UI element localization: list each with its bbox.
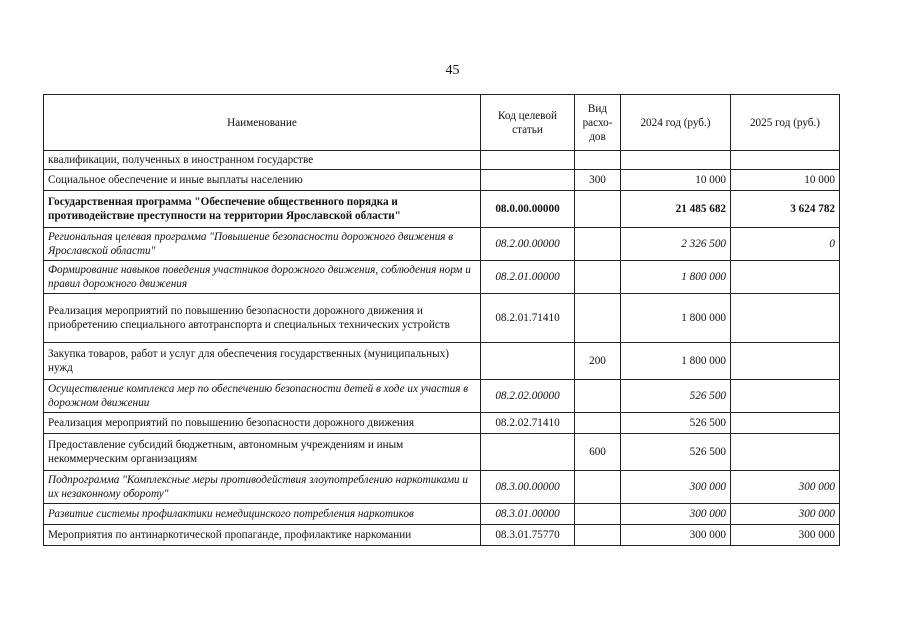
page-number: 45 (445, 63, 460, 78)
table-row (44, 413, 840, 434)
table-row (44, 294, 840, 343)
row-2025: 300 000 (731, 471, 840, 504)
table-row (44, 434, 840, 471)
row-kind (575, 261, 621, 294)
row-2025: 0 (731, 228, 840, 261)
row-name: Государственная программа "Обеспечение общественного порядка и противодействие преступности на территории Ярославской области" (44, 191, 481, 228)
header-2025: 2025 год (руб.) (731, 95, 840, 151)
row-name: Мероприятия по антинаркотической пропаганде, профилактике наркомании (44, 525, 481, 546)
row-name: Региональная целевая программа "Повышение безопасности дорожного движения в Ярославской области" (44, 228, 481, 261)
row-code: 08.2.02.00000 (481, 380, 575, 413)
table-row (44, 261, 840, 294)
row-2025 (731, 343, 840, 380)
row-code: 08.2.01.00000 (481, 261, 575, 294)
row-code (481, 343, 575, 380)
row-name: Социальное обеспечение и иные выплаты населению (44, 170, 481, 191)
row-2024: 526 500 (621, 434, 731, 471)
row-kind (575, 151, 621, 170)
row-2024: 300 000 (621, 525, 731, 546)
row-kind (575, 525, 621, 546)
row-code (481, 151, 575, 170)
table-row (44, 380, 840, 413)
row-name: Реализация мероприятий по повышению безопасности дорожного движения (44, 413, 481, 434)
table-row (44, 504, 840, 525)
row-kind: 300 (575, 170, 621, 191)
table-header-row (44, 95, 840, 151)
row-2024: 300 000 (621, 504, 731, 525)
row-2025 (731, 380, 840, 413)
row-kind (575, 504, 621, 525)
row-kind (575, 191, 621, 228)
row-code: 08.3.01.00000 (481, 504, 575, 525)
row-name: Подпрограмма "Комплексные меры противодействия злоупотреблению наркотиками и их незаконному обороту" (44, 471, 481, 504)
row-2024: 1 800 000 (621, 343, 731, 380)
row-2025 (731, 294, 840, 343)
table-row (44, 525, 840, 546)
row-name: Формирование навыков поведения участников дорожного движения, соблюдения норм и правил дорожного движения (44, 261, 481, 294)
row-name: Развитие системы профилактики немедицинского потребления наркотиков (44, 504, 481, 525)
row-code: 08.2.02.71410 (481, 413, 575, 434)
row-2025: 10 000 (731, 170, 840, 191)
table-row (44, 170, 840, 191)
row-code (481, 170, 575, 191)
row-2024: 21 485 682 (621, 191, 731, 228)
row-name: Осуществление комплекса мер по обеспечению безопасности детей в ходе их участия в дорожном движении (44, 380, 481, 413)
row-2025 (731, 413, 840, 434)
row-kind: 600 (575, 434, 621, 471)
row-2024: 2 326 500 (621, 228, 731, 261)
header-name: Наименование (44, 95, 481, 151)
row-2025 (731, 151, 840, 170)
table-row (44, 191, 840, 228)
row-kind: 200 (575, 343, 621, 380)
row-name: Реализация мероприятий по повышению безопасности дорожного движения и приобретению специального автотранспорта и специальных технических устройств (44, 294, 481, 343)
row-kind (575, 380, 621, 413)
row-code: 08.0.00.00000 (481, 191, 575, 228)
row-code: 08.3.01.75770 (481, 525, 575, 546)
table-row (44, 343, 840, 380)
row-kind (575, 228, 621, 261)
row-kind (575, 471, 621, 504)
table-row (44, 228, 840, 261)
row-kind (575, 413, 621, 434)
row-2025: 300 000 (731, 504, 840, 525)
table-row (44, 151, 840, 170)
budget-table (43, 94, 840, 546)
row-2024: 526 500 (621, 380, 731, 413)
row-2024 (621, 151, 731, 170)
header-kind: Вид расхо-дов (575, 95, 621, 151)
row-2025 (731, 434, 840, 471)
header-code: Код целевой статьи (481, 95, 575, 151)
row-code (481, 434, 575, 471)
row-code: 08.2.00.00000 (481, 228, 575, 261)
row-2025: 300 000 (731, 525, 840, 546)
table-row (44, 471, 840, 504)
row-name: Закупка товаров, работ и услуг для обеспечения государственных (муниципальных) нужд (44, 343, 481, 380)
header-2024: 2024 год (руб.) (621, 95, 731, 151)
row-code: 08.3.00.00000 (481, 471, 575, 504)
row-2024: 1 800 000 (621, 261, 731, 294)
row-2024: 526 500 (621, 413, 731, 434)
row-2025 (731, 261, 840, 294)
row-2024: 1 800 000 (621, 294, 731, 343)
row-2025: 3 624 782 (731, 191, 840, 228)
row-code: 08.2.01.71410 (481, 294, 575, 343)
row-name: квалификации, полученных в иностранном государстве (44, 151, 481, 170)
row-kind (575, 294, 621, 343)
row-2024: 10 000 (621, 170, 731, 191)
row-2024: 300 000 (621, 471, 731, 504)
row-name: Предоставление субсидий бюджетным, автономным учреждениям и иным некоммерческим организациям (44, 434, 481, 471)
